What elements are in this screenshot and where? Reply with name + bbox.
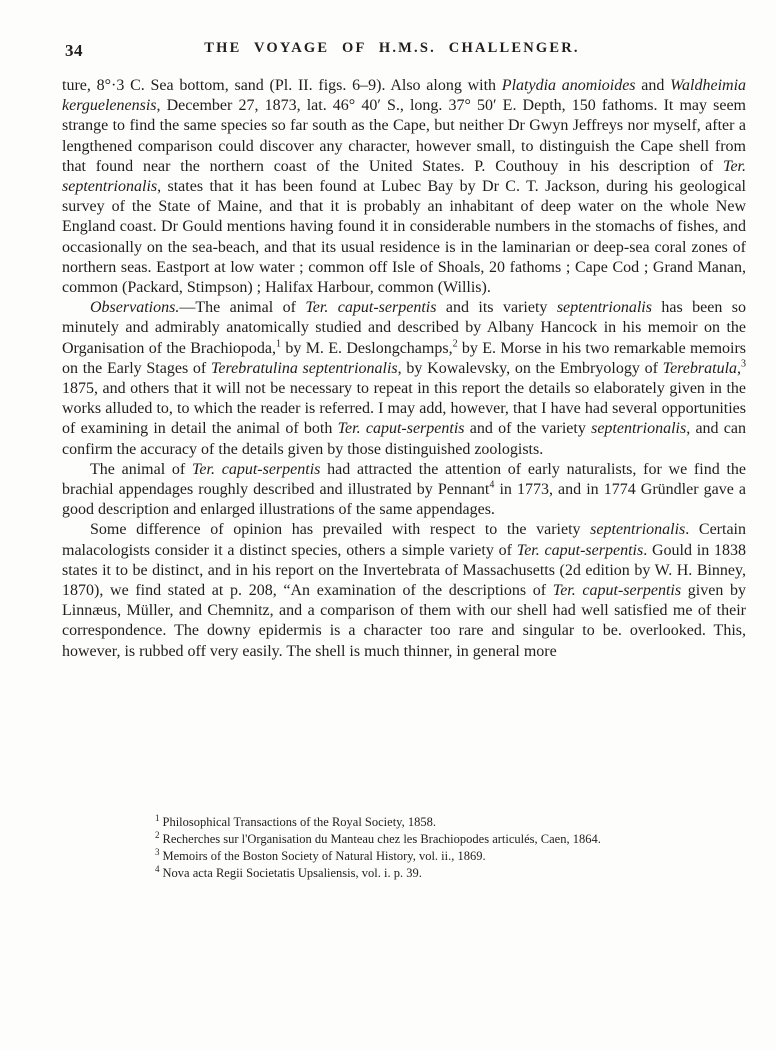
- text-run: Some difference of opinion has prevailed with respect to the variety: [90, 521, 591, 539]
- body-text: [62, 76, 746, 662]
- footnote-marker: 4: [155, 863, 160, 874]
- text-run: by E. Morse in his two remarkable memoirs on the Early Stages of: [62, 339, 747, 377]
- footnote-marker: 1: [155, 812, 160, 823]
- text-run: by M. E. Deslongchamps,: [281, 339, 453, 357]
- footnote-reference: 3: [741, 358, 747, 370]
- footnotes: [155, 814, 730, 882]
- text-run: and of the variety: [464, 420, 592, 438]
- text-run: , states that it has been found at Lubec Bay by Dr C. T. Jackson, during his geological survey of the State of Maine, and that it is probably an inhabitant of deep water on the whole New England coast. Dr Gould mentions having found it in considerable numbers in the stomachs of fishes, and occasionally on the sea-beach, and that its usual residence is in the laminarian or deep-sea coral zones of northern seas. Eastport at low water ; common off Isle of Shoals, 20 fathoms ; Cape Cod ; Grand Manan, common (Packard, Stimpson) ; Halifax Harbour, common (Willis).: [62, 178, 746, 297]
- paragraph: [62, 298, 746, 460]
- footnote-text: Recherches sur l'Organisation du Manteau chez les Brachiopodes articulés, Caen, 1864.: [162, 832, 601, 846]
- italic-text-run: septentrionalis: [590, 521, 686, 539]
- page-header: [62, 40, 746, 62]
- italic-text-run: Terebratula: [662, 359, 738, 377]
- text-run: given by Linnæus, Müller, and Chemnitz, and a comparison of them with our shell had well satisfied me of their correspondence. The downy epidermis is a character too rare and singular to be. overlooked. This, however, is rubbed off very easily. The shell is much thinner, in general more: [62, 582, 747, 660]
- footnote-marker: 3: [155, 846, 160, 857]
- italic-text-run: Ter. caput-serpentis: [305, 299, 437, 317]
- text-run: had attracted the attention of early naturalists, for we find the brachial appendages roughly described and illustrated by Pennant: [62, 460, 746, 499]
- italic-text-run: Ter. caput-serpentis: [337, 420, 465, 438]
- text-run: The animal of: [90, 460, 192, 478]
- text-run: ,: [737, 359, 742, 377]
- footnote-text: Nova acta Regii Societatis Upsaliensis, vol. i. p. 39.: [162, 866, 422, 880]
- footnote-reference: 2: [452, 338, 458, 350]
- footnote-marker: 2: [155, 829, 160, 840]
- text-run: , by Kowalevsky, on the Embryology of: [397, 359, 663, 377]
- italic-text-run: Terebratulina septentrionalis: [210, 359, 398, 377]
- footnote: [155, 814, 730, 831]
- footnote-reference: 4: [489, 479, 495, 491]
- page-number: 34: [65, 41, 83, 60]
- text-run: . Gould in 1838 states it to be distinct, and in his report on the Invertebrata of Massachusetts (2d edition by W. H. Binney, 1870), we find stated at p. 208, “An examination of the descriptions of: [62, 541, 746, 600]
- italic-text-run: Platydia anomioides: [501, 77, 636, 94]
- text-run: and: [635, 77, 671, 94]
- italic-text-run: Ter. septentrionalis: [62, 157, 746, 196]
- text-run: . Certain malacologists consider it a distinct species, others a simple variety of: [62, 521, 747, 559]
- footnote: [155, 865, 730, 882]
- footnote: [155, 831, 730, 848]
- text-run: in 1773, and in 1774 Gründler gave a good description and enlarged illustrations of the same appendages.: [62, 481, 746, 519]
- text-run: and its variety: [436, 299, 557, 317]
- footnote-text: Memoirs of the Boston Society of Natural History, vol. ii., 1869.: [162, 849, 486, 863]
- text-run: ture, 8°·3 C. Sea bottom, sand (Pl. II. figs. 6–9). Also along with: [62, 77, 502, 94]
- running-title: THE VOYAGE OF H.M.S. CHALLENGER.: [204, 40, 580, 56]
- italic-text-run: Waldheimia kerguelenensis: [62, 77, 747, 115]
- paragraph: [62, 460, 746, 521]
- italic-text-run: Ter. caput-serpentis: [191, 460, 321, 478]
- italic-text-run: septentrionalis: [591, 420, 687, 438]
- text-run: , and can confirm the accuracy of the details given by those distinguished zoologists.: [62, 420, 746, 458]
- text-run: has been so minutely and admirably anatomically studied and described by Albany Hancock in his memoir on the Organisation of the Brachiopoda,: [62, 299, 746, 357]
- footnote: [155, 848, 730, 865]
- paragraph: [62, 520, 746, 661]
- paragraph: [62, 76, 746, 298]
- footnote-text: Philosophical Transactions of the Royal Society, 1858.: [162, 815, 436, 829]
- footnote-reference: 1: [276, 338, 282, 350]
- italic-text-run: septentrionalis: [556, 299, 652, 317]
- italic-text-run: Observations.: [90, 299, 180, 317]
- italic-text-run: Ter. caput-serpentis: [516, 541, 644, 559]
- text-run: , December 27, 1873, lat. 46° 40′ S., long. 37° 50′ E. Depth, 150 fathoms. It may seem strange to find the same species so far south as the Cape, but neither Dr Gwyn Jeffreys nor myself, after a lengthened comparison could discover any character, however small, to distinguish the Cape shell from that found near the northern coast of the United States. P. Couthouy in his description of: [62, 97, 746, 175]
- text-run: 1875, and others that it will not be necessary to repeat in this report the details so elaborately given in the works alluded to, to which the reader is referred. I may add, however, that I have had several opportunities of examining in detail the animal of both: [62, 380, 746, 438]
- text-run: —The animal of: [179, 299, 306, 317]
- italic-text-run: Ter. caput-serpentis: [552, 582, 682, 600]
